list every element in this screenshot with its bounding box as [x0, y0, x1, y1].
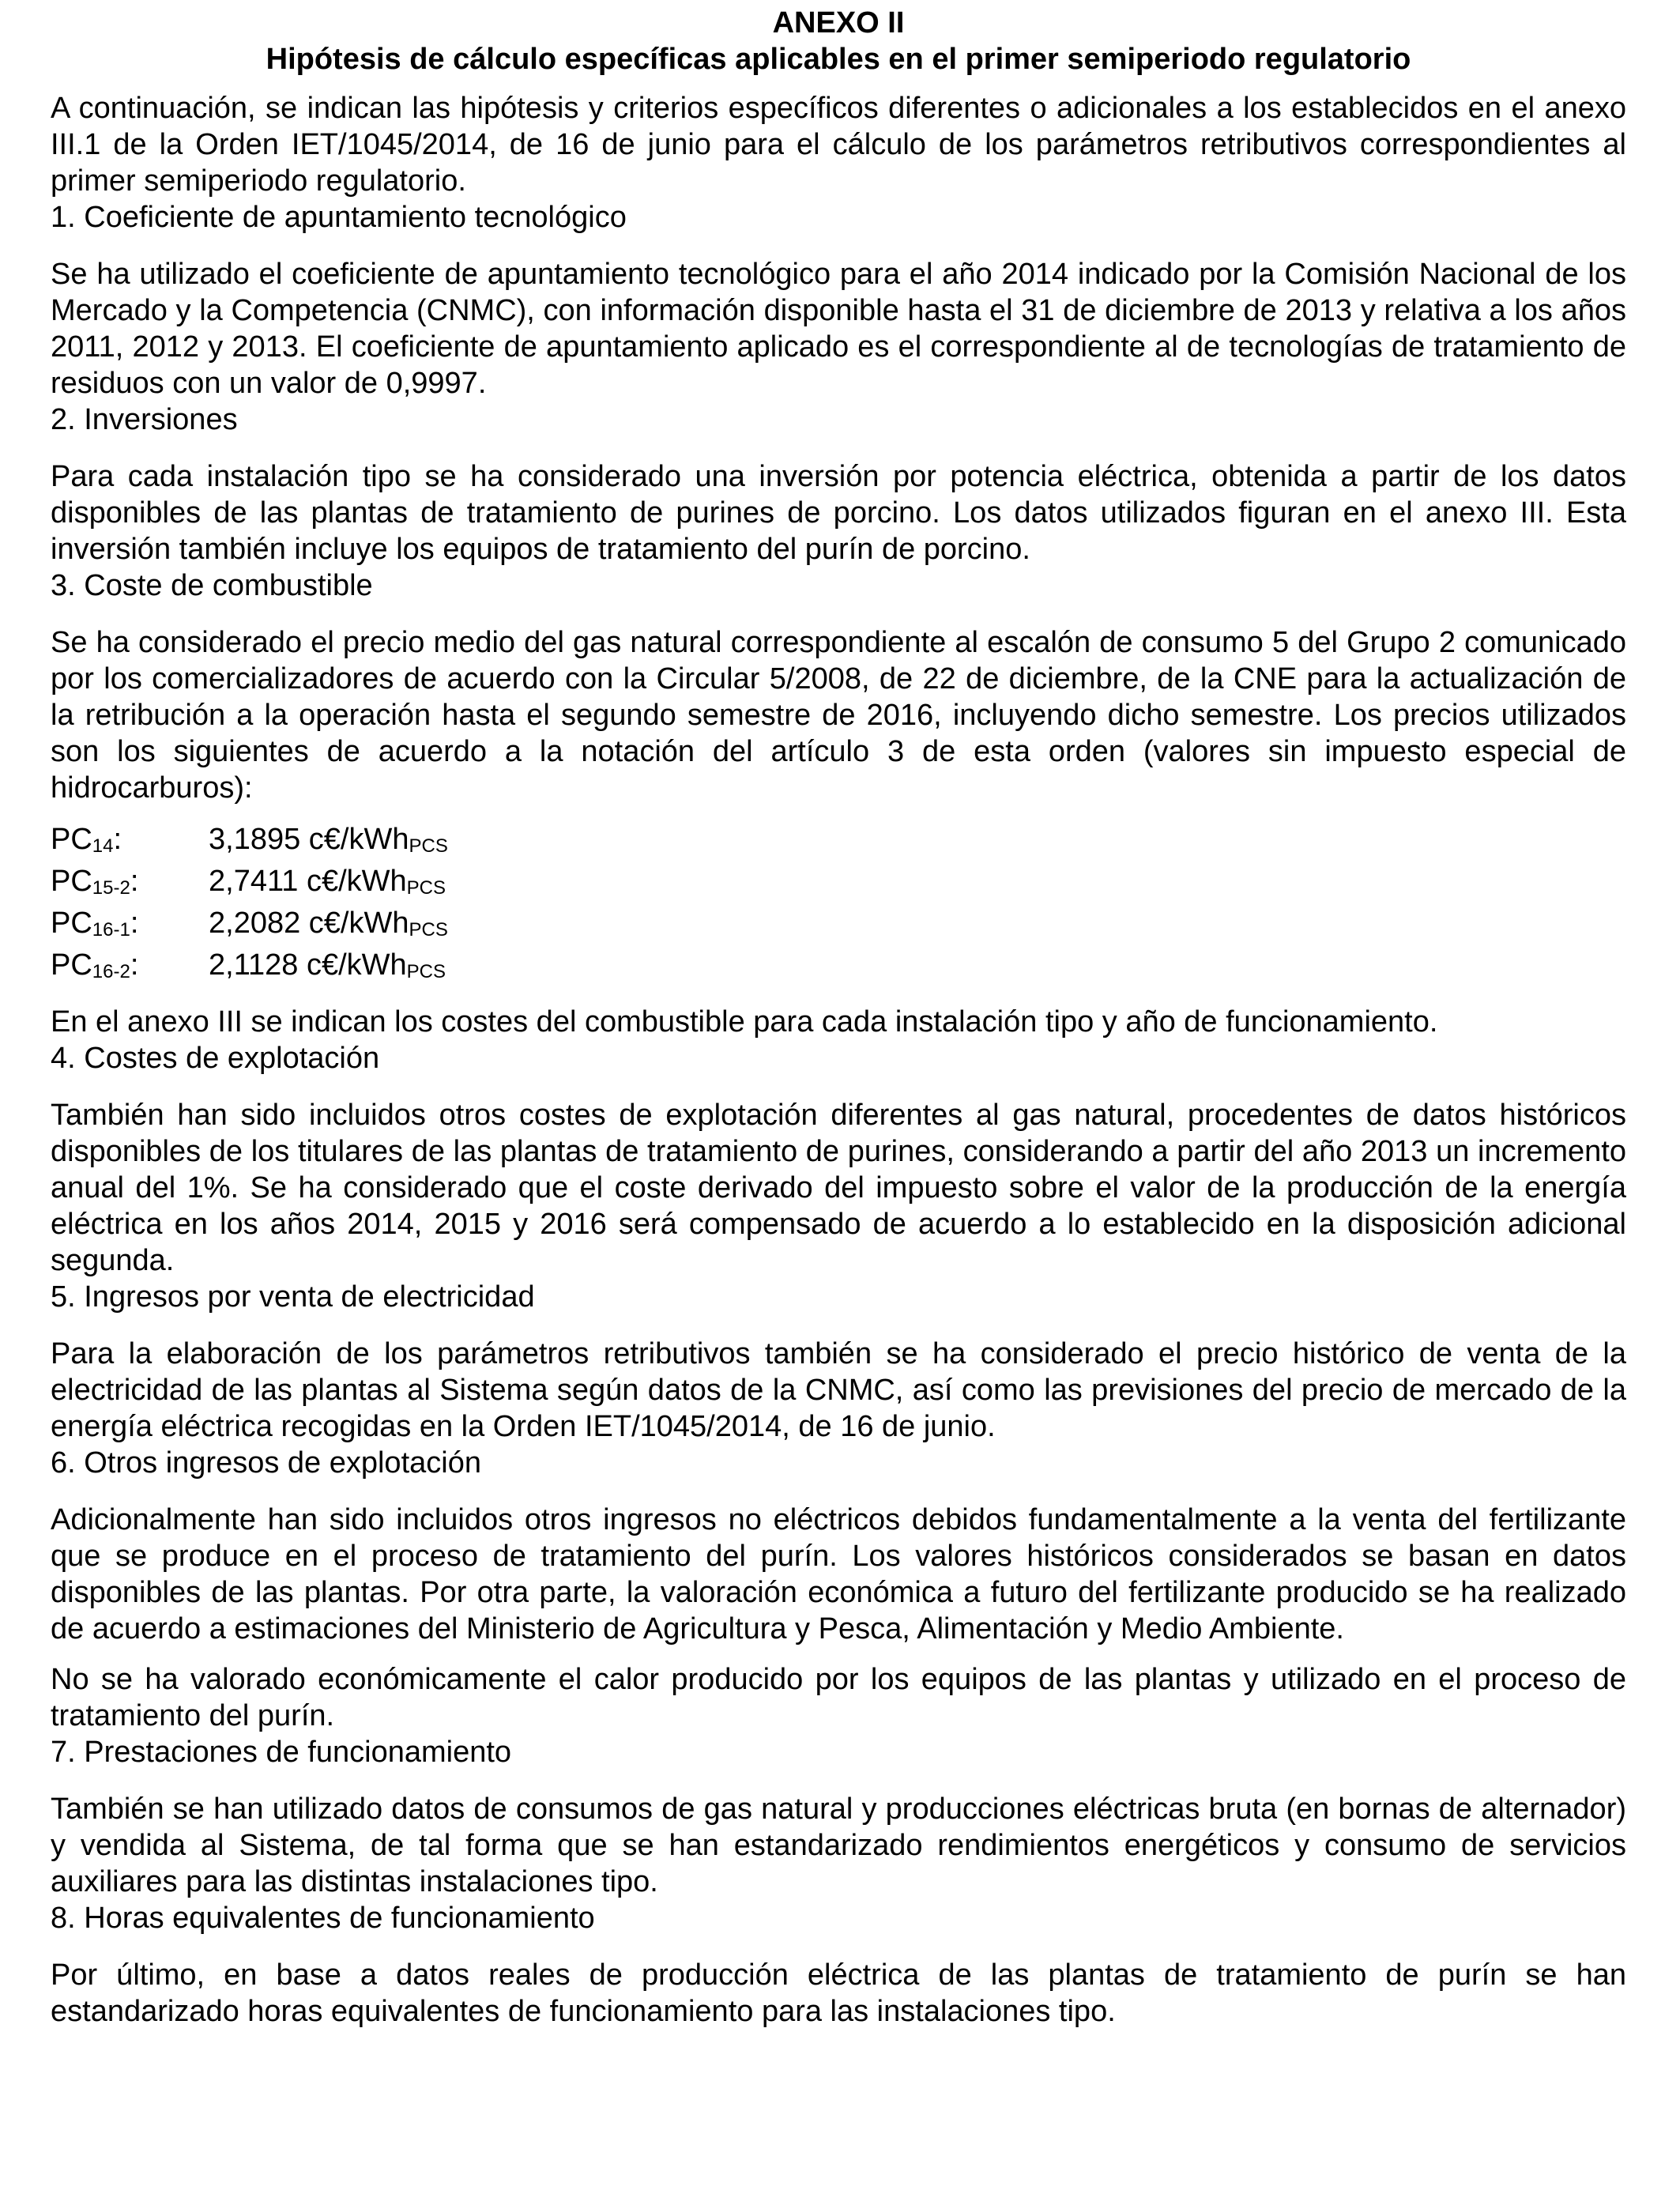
section-3-body: Se ha considerado el precio medio del gas natural correspondiente al escalón de consumo 5 del Grupo 2 comunicado por los comercializadores de acuerdo con la Circular 5/2008, de 22 de diciembre, de la CNE para la actualización de la retribución a la operación hasta el segundo semestre de 2016, incluyendo dicho semestre. Los precios utilizados son los siguientes de acuerdo a la notación del artículo 3 de esta orden (valores sin impuesto especial de hidrocarburos):	[51, 626, 1626, 805]
price-value: 2,1128 c€/kWh$_{PCS}$	[209, 948, 446, 982]
fuel-price-row	[51, 906, 1626, 948]
intro-paragraph: A continuación, se indican las hipótesis y criterios específicos diferentes o adicionales a los establecidos en el anexo III.1 de la Orden IET/1045/2014, de 16 de junio para el cálculo de los parámetros retributivos correspondientes al primer semiperiodo regulatorio.	[51, 92, 1626, 198]
section-3-heading: 3. Coste de combustible	[51, 569, 373, 602]
section-7-heading: 7. Prestaciones de funcionamiento	[51, 1736, 512, 1769]
section-4-body: También han sido incluidos otros costes de explotación diferentes al gas natural, procedentes de datos históricos disponibles de los titulares de las plantas de tratamiento de purines, considerando a partir del año 2013 un incremento anual del 1%. Se ha considerado que el coste derivado del impuesto sobre el valor de la producción de la energía eléctrica en los años 2014, 2015 y 2016 será compensado de acuerdo a lo establecido en la disposición adicional segunda.	[51, 1099, 1626, 1277]
section-6-heading: 6. Otros ingresos de explotación	[51, 1446, 481, 1480]
section-5-body: Para la elaboración de los parámetros retributivos también se ha considerado el precio histórico de venta de la electricidad de las plantas al Sistema según datos de la CNMC, así como las previsiones del precio de mercado de la energía eléctrica recogidas en la Orden IET/1045/2014, de 16 de junio.	[51, 1337, 1626, 1443]
fuel-price-row	[51, 864, 1626, 906]
section-6-body: Adicionalmente han sido incluidos otros ingresos no eléctricos debidos fundamentalmente a la venta del fertilizante que se produce en el proceso de tratamiento del purín. Los valores históricos considerados se basan en datos disponibles de las plantas. Por otra parte, la valoración económica a futuro del fertilizante producido se ha realizado de acuerdo a estimaciones del Ministerio de Agricultura y Pesca, Alimentación y Medio Ambiente.	[51, 1503, 1626, 1646]
section-6-body-2: No se ha valorado económicamente el calor producido por los equipos de las plantas y utilizado en el proceso de tratamiento del purín.	[51, 1663, 1626, 1732]
fuel-price-row	[51, 822, 1626, 864]
section-1-heading: 1. Coeficiente de apuntamiento tecnológico	[51, 201, 627, 234]
section-1-body: Se ha utilizado el coeficiente de apuntamiento tecnológico para el año 2014 indicado por la Comisión Nacional de los Mercado y la Competencia (CNMC), con información disponible hasta el 31 de diciembre de 2013 y relativa a los años 2011, 2012 y 2013. El coeficiente de apuntamiento aplicado es el correspondiente al de tecnologías de tratamiento de residuos con un valor de 0,9997.	[51, 258, 1626, 400]
price-value: 3,1895 c€/kWh$_{PCS}$	[209, 823, 448, 857]
annex-header	[51, 5, 1626, 77]
section-2-heading: 2. Inversiones	[51, 403, 238, 436]
price-label: $PC_{15-2}$:	[51, 865, 139, 899]
fuel-price-list	[51, 822, 1626, 990]
section-5-heading: 5. Ingresos por venta de electricidad	[51, 1280, 535, 1314]
section-7-body: También se han utilizado datos de consumos de gas natural y producciones eléctricas bruta (en bornas de alternador) y vendida al Sistema, de tal forma que se han estandarizado rendimientos energéticos y consumo de servicios auxiliares para las distintas instalaciones tipo.	[51, 1793, 1626, 1898]
annex-title: ANEXO II	[772, 6, 905, 40]
document-page	[51, 5, 1626, 2030]
section-4-heading: 4. Costes de explotación	[51, 1042, 380, 1075]
price-label: $PC_{14}$:	[51, 823, 122, 857]
price-label: $PC_{16-2}$:	[51, 948, 139, 982]
fuel-price-row	[51, 948, 1626, 990]
section-8-body: Por último, en base a datos reales de producción eléctrica de las plantas de tratamiento de purín se han estandarizado horas equivalentes de funcionamiento para las instalaciones tipo.	[51, 1958, 1626, 2028]
annex-subtitle: Hipótesis de cálculo específicas aplicables en el primer semiperiodo regulatorio	[266, 43, 1411, 76]
section-3-closing: En el anexo III se indican los costes del combustible para cada instalación tipo y año de funcionamiento.	[51, 1005, 1438, 1039]
price-value: 2,2082 c€/kWh$_{PCS}$	[209, 907, 448, 941]
price-value: 2,7411 c€/kWh$_{PCS}$	[209, 865, 446, 899]
section-2-body: Para cada instalación tipo se ha considerado una inversión por potencia eléctrica, obtenida a partir de los datos disponibles de las plantas de tratamiento de purines de porcino. Los datos utilizados figuran en el anexo III. Esta inversión también incluye los equipos de tratamiento del purín de porcino.	[51, 460, 1626, 566]
section-8-heading: 8. Horas equivalentes de funcionamiento	[51, 1902, 595, 1935]
price-label: $PC_{16-1}$:	[51, 907, 139, 941]
